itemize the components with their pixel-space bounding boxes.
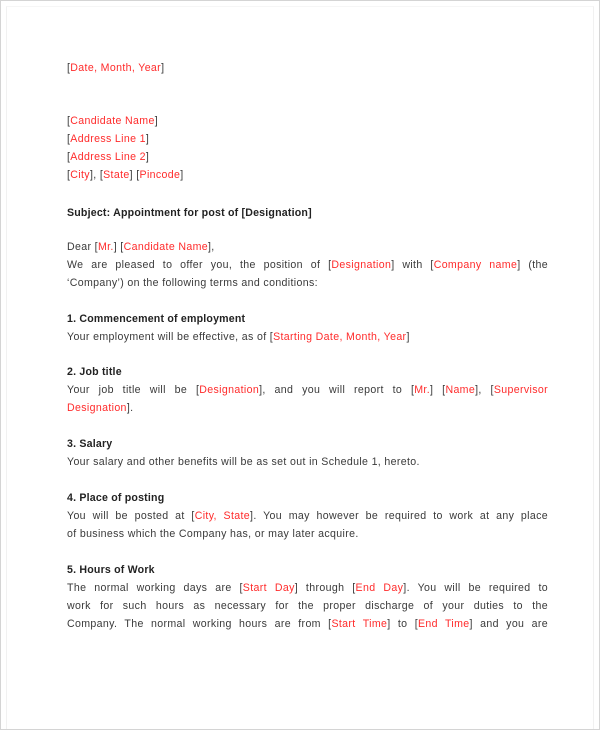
section-1-text-part: Your employment will be effective, as of xyxy=(67,331,270,343)
supervisor-name-placeholder: Name xyxy=(445,384,476,396)
section-5-text-part-2: through xyxy=(298,582,353,594)
section-4-heading: 4. Place of posting xyxy=(67,492,165,504)
intro-line-2: ‘Company’) on the following terms and conditions: xyxy=(67,277,318,289)
section-4-text-part-2: . You may however be required to work at any place xyxy=(253,510,548,522)
section-5-text-line-2: work for such hours as necessary for the proper discharge of your duties to the xyxy=(67,600,548,612)
salutation-title-placeholder: Mr. xyxy=(97,241,114,253)
supervisor-title-placeholder: Mr. xyxy=(414,384,431,396)
section-5-text-part-6: and you are xyxy=(472,618,548,630)
section-2-text-part-1: Your job title will be xyxy=(67,384,196,396)
section-5-text-part-3: . You will be required to xyxy=(406,582,548,594)
section-1-heading: 1. Commencement of employment xyxy=(67,313,246,325)
section-3-heading: 3. Salary xyxy=(67,438,113,450)
section-2-text-line-1: Your job title will be [Designation], and you will report to [Mr.] [Name], [Supervisor xyxy=(67,384,548,396)
posting-location-placeholder: City, State xyxy=(194,510,251,522)
candidate-name-placeholder: Candidate Name xyxy=(70,115,155,127)
section-5-text-line-3: Company. The normal working hours are from [Start Time] to [End Time] and you are xyxy=(67,618,548,630)
salutation-name-placeholder: Candidate Name xyxy=(123,241,209,253)
start-time-placeholder: Start Time xyxy=(331,618,388,630)
pincode-placeholder: Pincode xyxy=(139,169,181,181)
candidate-name-line: [Candidate Name] xyxy=(67,115,158,127)
job-designation-placeholder: Designation xyxy=(199,384,260,396)
intro-text-2: with xyxy=(394,259,431,271)
starting-date-placeholder: Starting Date, Month, Year xyxy=(273,331,407,343)
section-4-text-part-1: You will be posted at xyxy=(67,510,192,522)
subject-line: Subject: Appointment for post of [Designation] xyxy=(67,207,312,219)
end-day-placeholder: End Day xyxy=(355,582,404,594)
end-time-placeholder: End Time xyxy=(417,618,470,630)
section-5-text-line-1: The normal working days are [Start Day] through [End Day]. You will be required to xyxy=(67,582,548,594)
salutation-prefix: Dear xyxy=(67,241,95,253)
address-line-1-placeholder: Address Line 1 xyxy=(70,133,146,145)
state-placeholder: State xyxy=(103,169,130,181)
intro-line-1: We are pleased to offer you, the position of [Designation] with [Company name] (the xyxy=(67,259,548,271)
section-5-text-part-1: The normal working days are xyxy=(67,582,240,594)
intro-designation-placeholder: Designation xyxy=(331,259,392,271)
section-5-heading: 5. Hours of Work xyxy=(67,564,155,576)
section-5-text-part-5: to xyxy=(390,618,415,630)
date-line: [Date, Month, Year] xyxy=(67,62,165,74)
section-3-text: Your salary and other benefits will be as set out in Schedule 1, hereto. xyxy=(67,456,420,468)
address-line-2: [Address Line 2] xyxy=(67,151,150,163)
start-day-placeholder: Start Day xyxy=(242,582,295,594)
section-4-text-line-2: of business which the Company has, or may later acquire. xyxy=(67,528,359,540)
supervisor-designation-placeholder: Designation xyxy=(67,402,127,414)
section-2-text-part-2: , and you will report to xyxy=(262,384,411,396)
intro-company-placeholder: Company name xyxy=(433,259,518,271)
section-1-text: Your employment will be effective, as of [Starting Date, Month, Year] xyxy=(67,331,410,343)
address-line-2-placeholder: Address Line 2 xyxy=(70,151,146,163)
salutation: Dear [Mr.] [Candidate Name], xyxy=(67,241,215,253)
intro-text-3: (the xyxy=(520,259,548,271)
city-placeholder: City xyxy=(70,169,90,181)
address-line-1: [Address Line 1] xyxy=(67,133,150,145)
section-4-text-line-1: You will be posted at [City, State]. You may however be required to work at any place xyxy=(67,510,548,522)
supervisor-placeholder: Supervisor xyxy=(493,384,548,396)
date-placeholder: Date, Month, Year xyxy=(70,62,162,74)
city-state-pincode-line: [City], [State] [Pincode] xyxy=(67,169,184,181)
section-5-text-part-4: Company. The normal working hours are from xyxy=(67,618,329,630)
section-2-heading: 2. Job title xyxy=(67,366,122,378)
section-2-text-line-2: Designation]. xyxy=(67,402,134,414)
intro-text-1: We are pleased to offer you, the position of xyxy=(67,259,329,271)
